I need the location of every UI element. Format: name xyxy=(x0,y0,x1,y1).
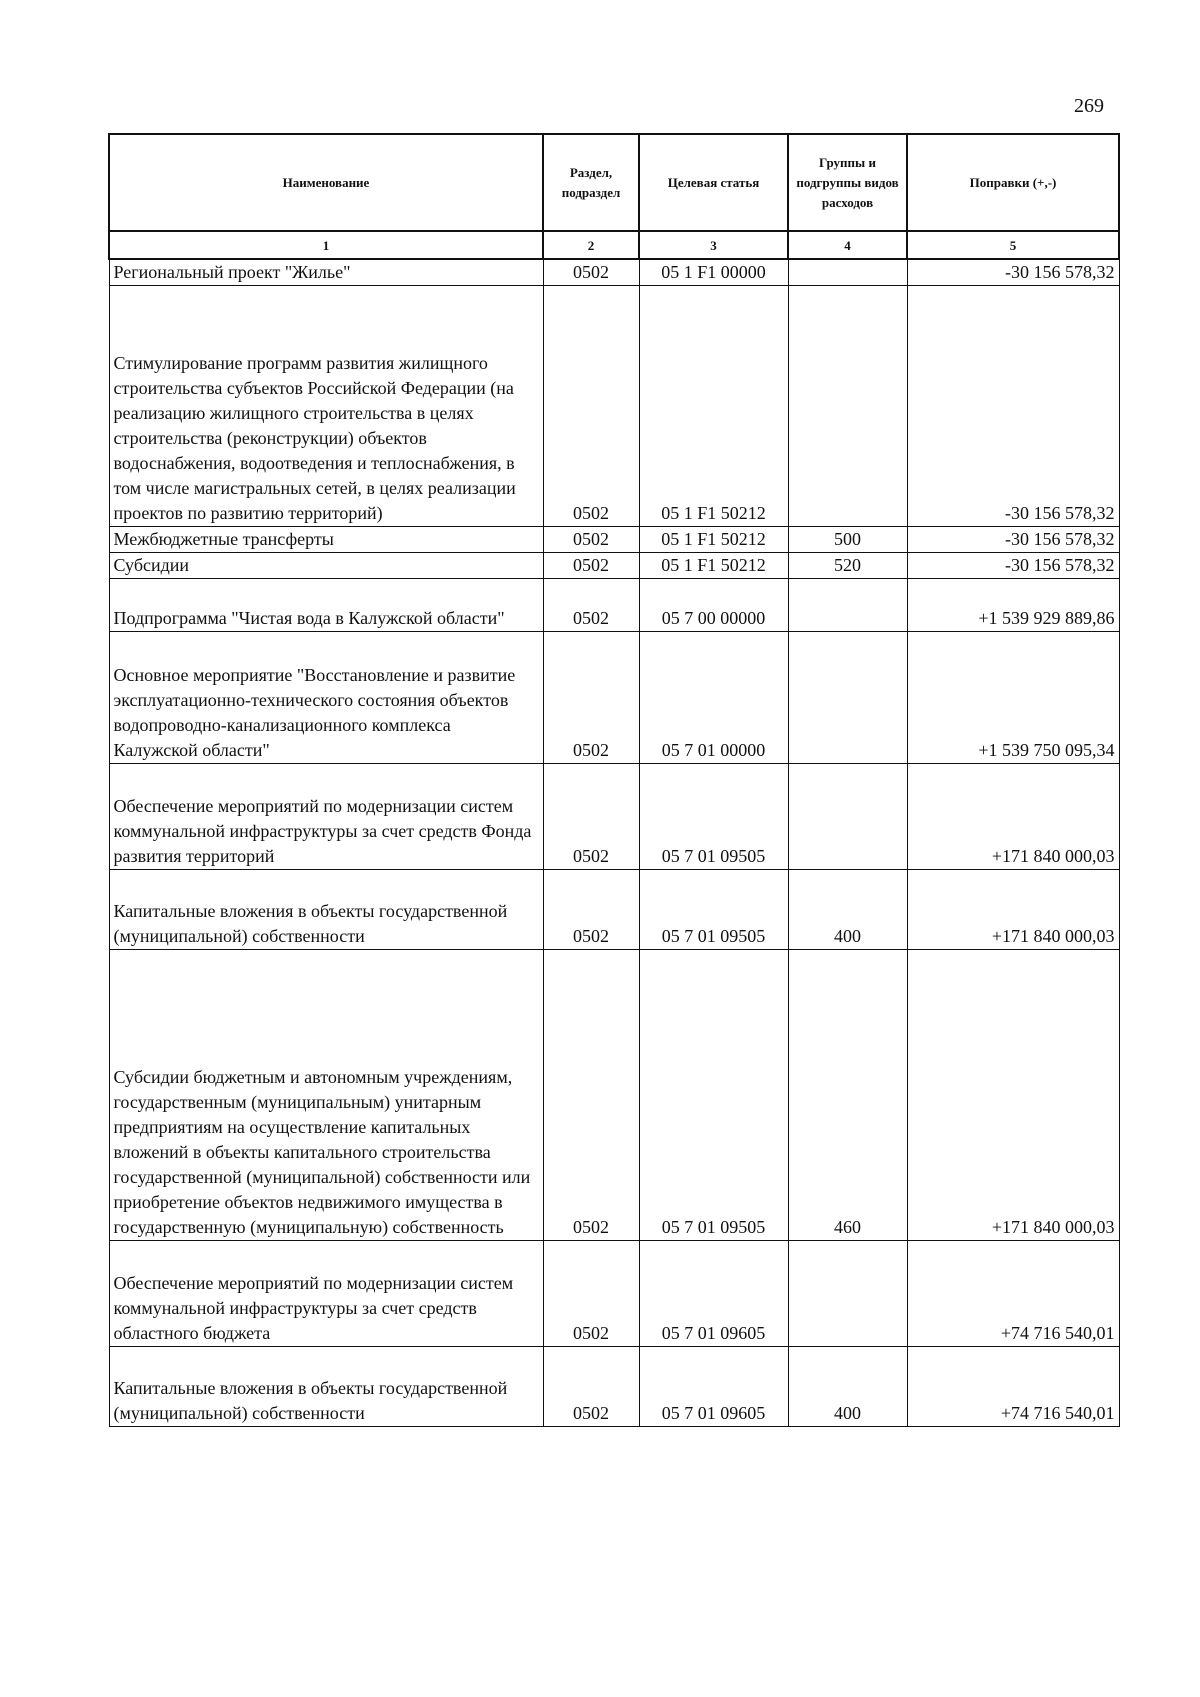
header-name: Наименование xyxy=(109,134,543,231)
row-target: 05 1 F1 50212 xyxy=(639,286,788,527)
table-row xyxy=(109,764,1119,870)
row-section: 0502 xyxy=(543,632,639,764)
row-target: 05 7 01 00000 xyxy=(639,632,788,764)
row-section: 0502 xyxy=(543,527,639,553)
row-target: 05 7 01 09605 xyxy=(639,1241,788,1347)
row-group: 500 xyxy=(788,527,907,553)
row-group: 460 xyxy=(788,950,907,1241)
column-number: 3 xyxy=(639,231,788,259)
column-number: 5 xyxy=(907,231,1119,259)
row-target: 05 1 F1 50212 xyxy=(639,527,788,553)
page-number: 269 xyxy=(1074,95,1104,117)
row-section: 0502 xyxy=(543,950,639,1241)
row-target: 05 7 01 09505 xyxy=(639,764,788,870)
table-row xyxy=(109,553,1119,579)
row-amount: +74 716 540,01 xyxy=(907,1347,1119,1427)
budget-amendments-table xyxy=(108,133,1120,1427)
row-section: 0502 xyxy=(543,1241,639,1347)
row-amount: +1 539 750 095,34 xyxy=(907,632,1119,764)
row-name: Обеспечение мероприятий по модернизации систем коммунальной инфраструктуры за счет средств областного бюджета xyxy=(109,1241,543,1347)
row-section: 0502 xyxy=(543,259,639,286)
row-amount: +171 840 000,03 xyxy=(907,950,1119,1241)
row-group xyxy=(788,1241,907,1347)
table-row xyxy=(109,1241,1119,1347)
row-section: 0502 xyxy=(543,1347,639,1427)
column-number: 4 xyxy=(788,231,907,259)
table-header-row xyxy=(109,134,1119,231)
row-name: Основное мероприятие "Восстановление и развитие эксплуатационно-технического состояния объектов водопроводно-канализационного комплекса Калужской области" xyxy=(109,632,543,764)
column-number: 2 xyxy=(543,231,639,259)
row-target: 05 7 01 09605 xyxy=(639,1347,788,1427)
row-amount: +171 840 000,03 xyxy=(907,764,1119,870)
table-row xyxy=(109,870,1119,950)
header-group: Группы и подгруппы видов расходов xyxy=(788,134,907,231)
table-row xyxy=(109,579,1119,632)
row-target: 05 7 01 09505 xyxy=(639,950,788,1241)
row-amount: +1 539 929 889,86 xyxy=(907,579,1119,632)
row-name: Капитальные вложения в объекты государственной (муниципальной) собственности xyxy=(109,870,543,950)
row-name: Региональный проект "Жилье" xyxy=(109,259,543,286)
row-group xyxy=(788,259,907,286)
table-row xyxy=(109,259,1119,286)
row-name: Субсидии бюджетным и автономным учреждениям, государственным (муниципальным) унитарным предприятиям на осуществление капитальных вложений в объекты капитального строительства государственной (муниципальной) собственности или приобретение объектов недвижимого имущества в государственную (муниципальную) собственность xyxy=(109,950,543,1241)
row-section: 0502 xyxy=(543,286,639,527)
table-row xyxy=(109,527,1119,553)
table-row xyxy=(109,632,1119,764)
row-name: Субсидии xyxy=(109,553,543,579)
row-target: 05 1 F1 50212 xyxy=(639,553,788,579)
row-group: 400 xyxy=(788,1347,907,1427)
table-row xyxy=(109,950,1119,1241)
row-name: Подпрограмма "Чистая вода в Калужской области" xyxy=(109,579,543,632)
table-row xyxy=(109,286,1119,527)
row-section: 0502 xyxy=(543,870,639,950)
row-amount: -30 156 578,32 xyxy=(907,259,1119,286)
row-target: 05 7 00 00000 xyxy=(639,579,788,632)
row-amount: -30 156 578,32 xyxy=(907,553,1119,579)
column-number-row xyxy=(109,231,1119,259)
row-group xyxy=(788,286,907,527)
row-target: 05 1 F1 00000 xyxy=(639,259,788,286)
row-section: 0502 xyxy=(543,764,639,870)
header-section: Раздел, подраздел xyxy=(543,134,639,231)
row-amount: +74 716 540,01 xyxy=(907,1241,1119,1347)
row-group xyxy=(788,764,907,870)
header-amount: Поправки (+,-) xyxy=(907,134,1119,231)
row-amount: -30 156 578,32 xyxy=(907,286,1119,527)
row-section: 0502 xyxy=(543,553,639,579)
column-number: 1 xyxy=(109,231,543,259)
row-name: Капитальные вложения в объекты государственной (муниципальной) собственности xyxy=(109,1347,543,1427)
row-group xyxy=(788,579,907,632)
row-name: Обеспечение мероприятий по модернизации систем коммунальной инфраструктуры за счет средств Фонда развития территорий xyxy=(109,764,543,870)
row-group: 400 xyxy=(788,870,907,950)
table-row xyxy=(109,1347,1119,1427)
row-group: 520 xyxy=(788,553,907,579)
row-amount: +171 840 000,03 xyxy=(907,870,1119,950)
header-target: Целевая статья xyxy=(639,134,788,231)
row-amount: -30 156 578,32 xyxy=(907,527,1119,553)
row-name: Стимулирование программ развития жилищного строительства субъектов Российской Федерации (на реализацию жилищного строительства в целях строительства (реконструкции) объектов водоснабжения, водоотведения и теплоснабжения, в том числе магистральных сетей, в целях реализации проектов по развитию территорий) xyxy=(109,286,543,527)
row-target: 05 7 01 09505 xyxy=(639,870,788,950)
row-section: 0502 xyxy=(543,579,639,632)
row-name: Межбюджетные трансферты xyxy=(109,527,543,553)
row-group xyxy=(788,632,907,764)
